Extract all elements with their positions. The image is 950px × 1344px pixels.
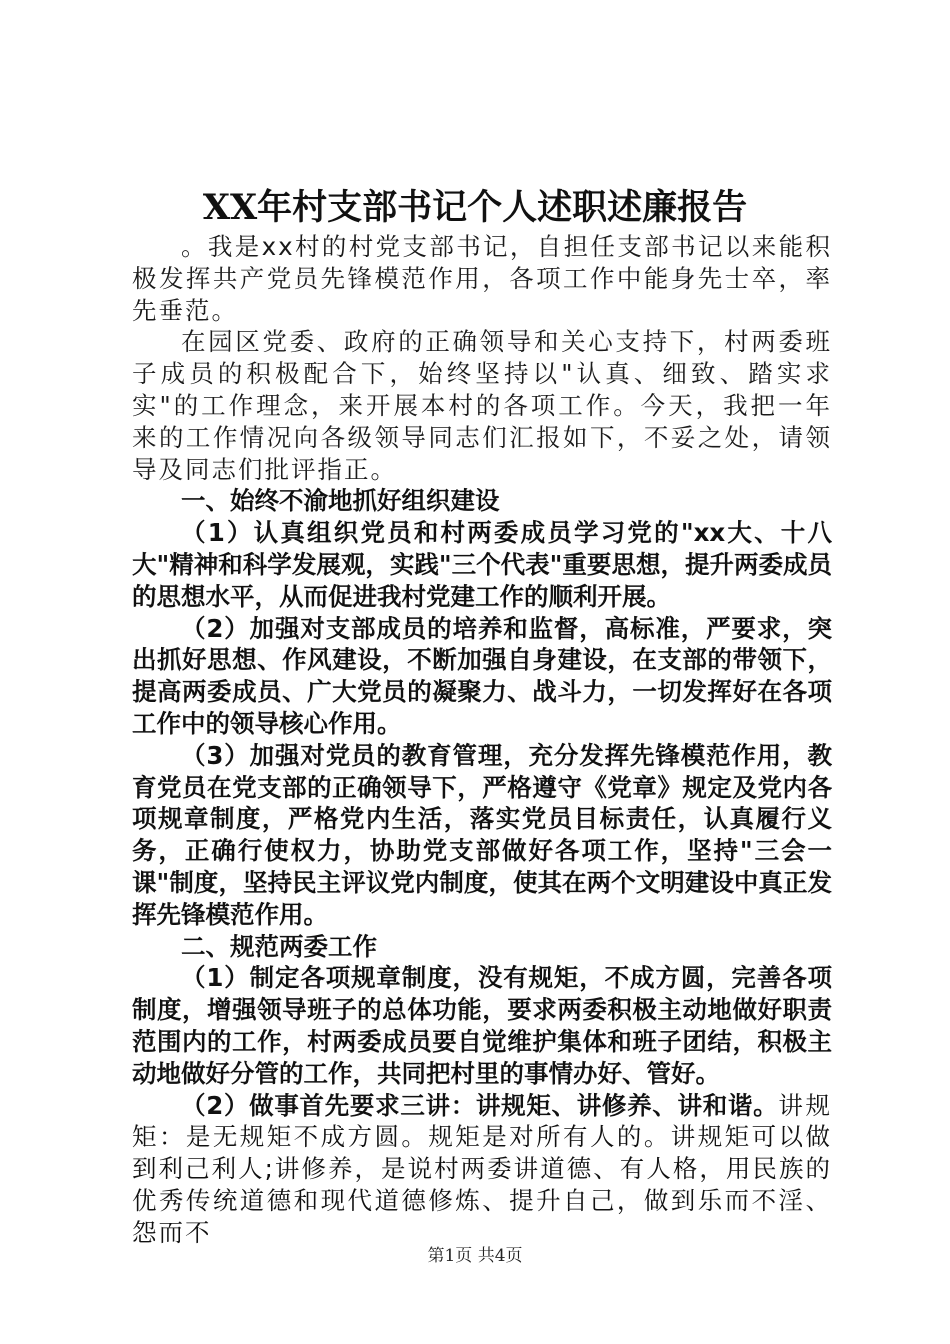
document-title: XX年村支部书记个人述职述廉报告 <box>202 187 748 228</box>
body-paragraph: （3）加强对党员的教育管理，充分发挥先锋模范作用，教育党员在党支部的正确领导下，严格遵守《党章》规定及党内各项规章制度，严格党内生活，落实党员目标责任，认真履行义务，正确行使权力，协助党支部做好各项工作，坚持"三会一课"制度，坚持民主评议党内制度，使其在两个文明建设中真正发挥先锋模范作用。 <box>132 740 832 929</box>
section-heading: 一、始终不渝地抓好组织建设 <box>181 486 500 516</box>
document-body <box>132 231 832 1249</box>
body-paragraph: 。我是xx村的村党支部书记，自担任支部书记以来能积极发挥共产党员先锋模范作用，各项工作中能身先士卒，率先垂范。 <box>132 232 832 325</box>
body-paragraph: （1）认真组织党员和村两委成员学习党的"xx大、十八大"精神和科学发展观，实践"三个代表"重要思想，提升两委成员的思想水平，从而促进我村党建工作的顺利开展。 <box>132 518 832 611</box>
body-paragraph: （2）加强对支部成员的培养和监督，高标准，严要求，突出抓好思想、作风建设，不断加强自身建设，在支部的带领下，提高两委成员、广大党员的凝聚力、战斗力，一切发挥好在各项工作中的领导核心作用。 <box>132 613 832 738</box>
section-heading: 二、规范两委工作 <box>181 931 377 961</box>
page-number-footer: 第1页 共4页 <box>427 1246 523 1266</box>
body-paragraph: （1）制定各项规章制度，没有规矩，不成方圆，完善各项制度，增强领导班子的总体功能，要求两委积极主动地做好职责范围内的工作，村两委成员要自觉维护集体和班子团结，积极主动地做好分管的工作，共同把村里的事情办好、管好。 <box>132 963 832 1088</box>
paragraph-rest: 讲规矩：是无规矩不成方圆。规矩是对所有人的。讲规矩可以做到利己利人;讲修养，是说村两委讲道德、有人格，用民族的优秀传统道德和现代道德修炼、提升自己，做到乐而不淫、怨而不 <box>132 1090 833 1247</box>
body-paragraph-mixed <box>132 1090 832 1249</box>
body-paragraph: 在园区党委、政府的正确领导和关心支持下，村两委班子成员的积极配合下，始终坚持以"认真、细致、踏实求实"的工作理念，来开展本村的各项工作。今天，我把一年来的工作情况向各级领导同志们汇报如下，不妥之处，请领导及同志们批评指正。 <box>132 327 832 484</box>
paragraph-lead: （2）做事首先要求三讲：讲规矩、讲修养、讲和谐。 <box>181 1090 779 1120</box>
